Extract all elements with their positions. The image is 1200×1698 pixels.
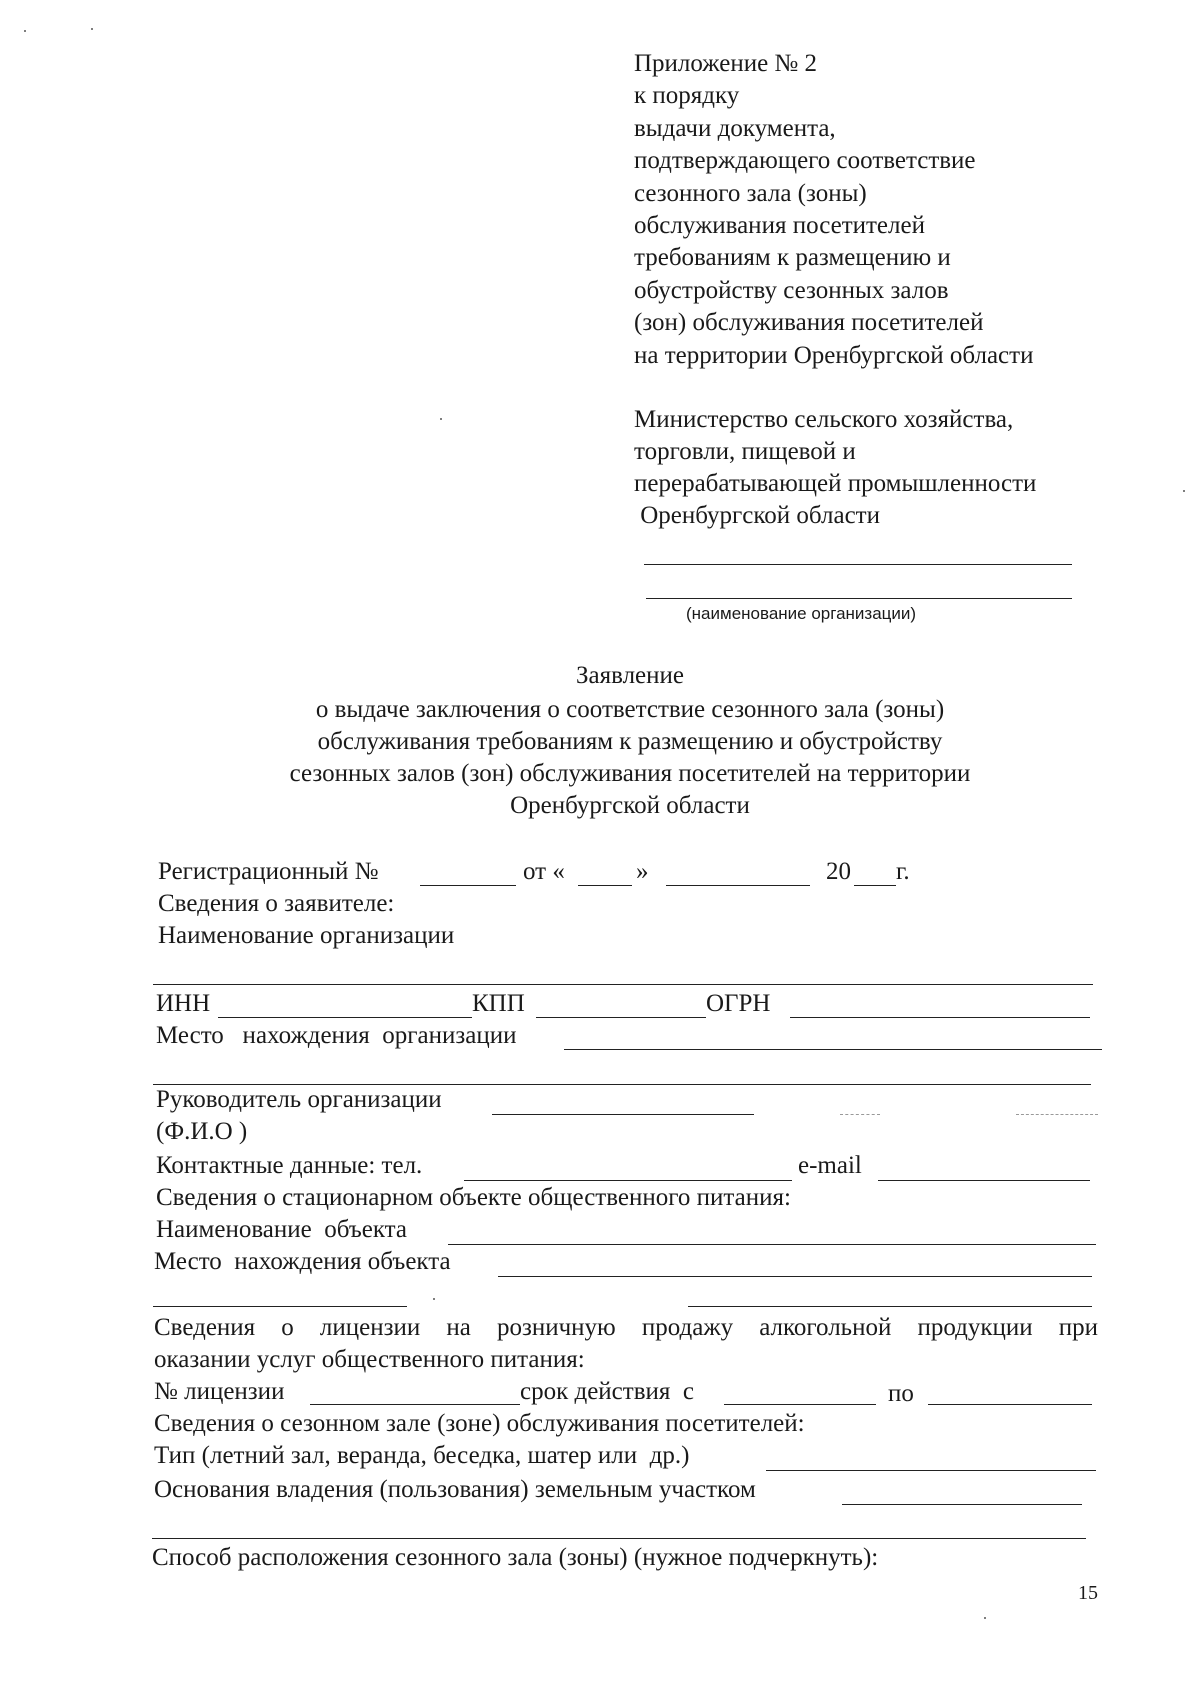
kpp-field[interactable] xyxy=(536,1017,706,1018)
ogrn-label: ОГРН xyxy=(706,990,771,1017)
head-field[interactable] xyxy=(492,1114,754,1115)
scan-speck xyxy=(440,418,442,420)
title-line: сезонных залов (зон) обслуживания посетителей на территории xyxy=(289,760,971,787)
placement-label: Способ расположения сезонного зала (зоны) (нужное подчеркнуть): xyxy=(152,1544,879,1571)
title-line: Оренбургской области xyxy=(510,792,750,819)
license-info-line-1: Сведения о лицензии на розничную продажу алкогольной продукции при xyxy=(154,1314,1098,1341)
land-basis-field[interactable] xyxy=(842,1504,1082,1505)
head-field-faint xyxy=(840,1114,880,1115)
object-location-field-2a[interactable] xyxy=(153,1306,407,1307)
addressee-line: Оренбургской области xyxy=(634,502,880,529)
addressee-line: Министерство сельского хозяйства, xyxy=(634,406,1014,433)
header-line: Приложение № 2 xyxy=(634,50,818,77)
object-name-label: Наименование объекта xyxy=(156,1216,408,1243)
header-line: на территории Оренбургской области xyxy=(634,341,1034,369)
license-number-field[interactable] xyxy=(310,1404,520,1405)
org-location-field[interactable] xyxy=(564,1049,1102,1050)
inn-field[interactable] xyxy=(218,1017,472,1018)
title-line: о выдаче заключения о соответствие сезонного зала (зоны) xyxy=(315,696,945,723)
page-number: 15 xyxy=(1078,1582,1098,1604)
scan-speck xyxy=(1183,490,1185,492)
addressee-block xyxy=(634,404,1036,532)
object-location-label: Место нахождения объекта xyxy=(154,1248,451,1275)
kpp-label: КПП xyxy=(472,990,525,1017)
reg-year-prefix: 20 xyxy=(826,858,851,885)
head-fio-label: (Ф.И.О ) xyxy=(156,1118,248,1145)
catering-info-heading: Сведения о стационарном объекте общественного питания: xyxy=(156,1184,791,1211)
scan-speck xyxy=(984,1617,986,1619)
object-name-field[interactable] xyxy=(448,1244,1096,1245)
org-location-label: Место нахождения организации xyxy=(156,1022,517,1049)
seasonal-info-heading: Сведения о сезонном зале (зоне) обслуживания посетителей: xyxy=(154,1410,805,1437)
reg-day-field[interactable] xyxy=(578,885,632,886)
email-label: e-mail xyxy=(798,1152,862,1179)
title-line: Заявление xyxy=(575,662,685,689)
land-basis-field-2[interactable] xyxy=(152,1538,1086,1539)
scan-speck xyxy=(24,30,26,32)
object-location-field-2b[interactable] xyxy=(688,1306,1092,1307)
reg-year-field[interactable] xyxy=(854,885,896,886)
reg-year-suffix: г. xyxy=(896,858,910,885)
org-name-line-1[interactable] xyxy=(644,564,1072,565)
object-location-field[interactable] xyxy=(498,1276,1092,1277)
email-field[interactable] xyxy=(878,1180,1090,1181)
reg-close-quote: » xyxy=(636,858,649,885)
org-caption: (наименование организации) xyxy=(686,604,917,623)
validity-from-field[interactable] xyxy=(724,1404,876,1405)
appendix-header xyxy=(634,48,1033,372)
reg-from: от « xyxy=(523,858,565,885)
license-info-line-2: оказании услуг общественного питания: xyxy=(154,1346,585,1373)
ogrn-field[interactable] xyxy=(790,1017,1090,1018)
addressee-line: перерабатывающей промышленности xyxy=(634,470,1037,497)
reg-label: Регистрационный № xyxy=(158,858,379,885)
header-line: сезонного зала (зоны) xyxy=(634,179,867,207)
reg-month-field[interactable] xyxy=(666,885,810,886)
validity-from-label: срок действия с xyxy=(520,1378,694,1405)
header-line: требованиям к размещению и xyxy=(634,244,951,272)
reg-number-field[interactable] xyxy=(420,885,516,886)
title-line: обслуживания требованиям к размещению и обустройству xyxy=(317,728,943,755)
type-label: Тип (летний зал, веранда, беседка, шатер или др.) xyxy=(154,1442,690,1469)
validity-to-field[interactable] xyxy=(928,1404,1092,1405)
head-label: Руководитель организации xyxy=(156,1086,442,1113)
applicant-info-heading: Сведения о заявителе: xyxy=(158,890,395,917)
land-basis-label: Основания владения (пользования) земельным участком xyxy=(154,1476,756,1503)
header-line: к порядку xyxy=(634,82,740,110)
validity-to-label: по xyxy=(888,1380,914,1407)
phone-field[interactable] xyxy=(464,1180,792,1181)
inn-label: ИНН xyxy=(156,990,211,1017)
type-field[interactable] xyxy=(766,1470,1096,1471)
header-line: выдачи документа, xyxy=(634,114,836,142)
header-line: (зон) обслуживания посетителей xyxy=(634,309,984,337)
addressee-line: торговли, пищевой и xyxy=(634,438,856,465)
scan-speck xyxy=(433,1298,435,1300)
header-line: подтверждающего соответствие xyxy=(634,147,976,175)
contacts-label: Контактные данные: тел. xyxy=(156,1152,423,1179)
org-name-label: Наименование организации xyxy=(158,922,455,949)
header-line: обустройству сезонных залов xyxy=(634,276,949,304)
header-line: обслуживания посетителей xyxy=(634,212,925,240)
head-field-faint xyxy=(1016,1114,1098,1115)
org-name-field[interactable] xyxy=(153,984,1093,985)
scan-speck xyxy=(91,28,93,30)
license-number-label: № лицензии xyxy=(154,1378,285,1405)
org-name-line-2[interactable] xyxy=(646,598,1072,599)
